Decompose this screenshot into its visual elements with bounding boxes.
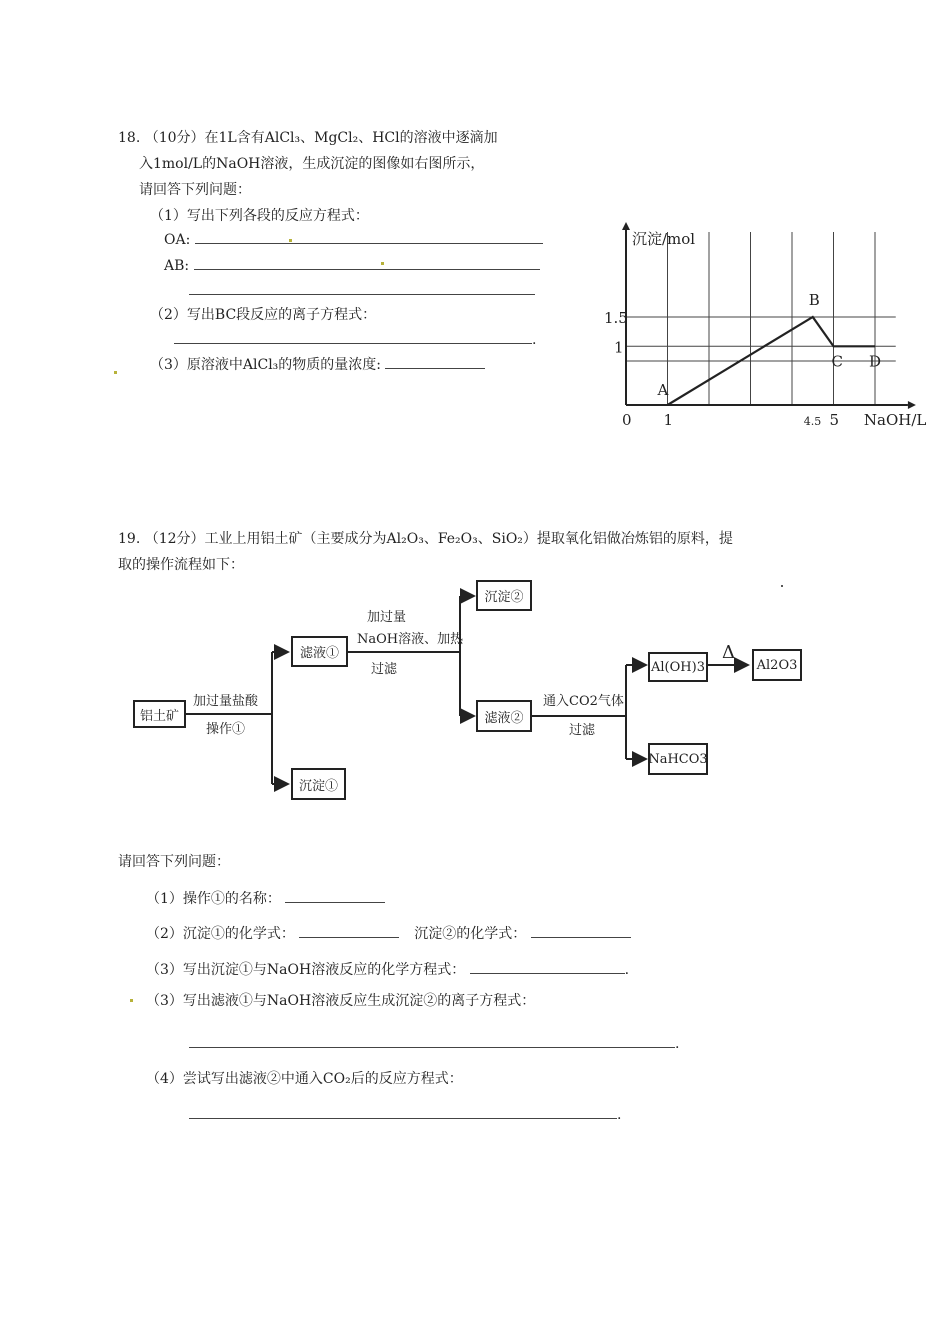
- q19-q4-answer-row: [189, 1104, 621, 1123]
- q19-stem-line1: 19. （12分）工业上用铝土矿（主要成分为Al₂O₃、Fe₂O₃、SiO₂）提取氧化铝做冶炼铝的原料，提: [118, 531, 733, 547]
- q18-stem-line2: 入1mol/L的NaOH溶液，生成沉淀的图像如右图所示，: [139, 156, 485, 172]
- stray-dot: [781, 585, 783, 587]
- flow-box-aloh3: Al(OH)3: [648, 652, 708, 682]
- q19-q3b-answer-row: [189, 1033, 679, 1052]
- q19-q1: （1）操作①的名称：: [146, 891, 281, 907]
- q19-q1-row: [146, 888, 385, 908]
- flow-box-precip1: 沉淀①: [291, 768, 346, 800]
- flow-box-precip2: 沉淀②: [476, 580, 532, 611]
- x-tick-label: 5: [829, 411, 840, 429]
- q19-prompt: 请回答下列问题：: [118, 854, 230, 870]
- x-tick-label: 4.5: [803, 415, 822, 428]
- y-tick-label: 1: [614, 338, 624, 357]
- oa-label: OA:: [164, 232, 191, 248]
- flow-step2-top2: NaOH溶液、加热: [357, 632, 464, 647]
- scan-speck: [130, 999, 133, 1002]
- q18-prompt: 请回答下列问题：: [139, 182, 251, 198]
- heat-symbol: Δ: [722, 642, 735, 663]
- co2-equation-blank[interactable]: [189, 1104, 617, 1119]
- q19-q3b: （3）写出滤液①与NaOH溶液反应生成沉淀②的离子方程式：: [146, 993, 536, 1009]
- q19-stem-line2: 取的操作流程如下：: [118, 557, 244, 573]
- operation-name-blank[interactable]: [285, 888, 385, 903]
- point-label-A: A: [657, 381, 669, 399]
- x-tick-label: 1: [663, 411, 674, 429]
- q19-q2a: （2）沉淀①的化学式：: [146, 926, 295, 942]
- flow-step2-bottom: 过滤: [371, 662, 398, 677]
- bc-period: .: [532, 332, 537, 348]
- y-axis-label: 沉淀/mol: [632, 230, 696, 248]
- q4-period: .: [617, 1107, 622, 1123]
- point-label-D: D: [869, 352, 882, 371]
- q19-q4: （4）尝试写出滤液②中通入CO₂后的反应方程式：: [146, 1071, 463, 1087]
- q18-part2: （2）写出BC段反应的离子方程式：: [150, 307, 377, 323]
- flow-step3-top: 通入CO2气体: [543, 694, 624, 709]
- flow-step3-bottom: 过滤: [569, 723, 596, 738]
- ab-label: AB:: [164, 258, 190, 274]
- precip1-formula-blank[interactable]: [299, 923, 399, 938]
- q3b-period: .: [675, 1036, 680, 1052]
- q18-stem-line1: 18. （10分）在1L含有AlCl₃、MgCl₂、HCl的溶液中逐滴加: [118, 130, 498, 146]
- ionic-equation-blank[interactable]: [189, 1033, 675, 1048]
- q19-q2-row: [146, 923, 631, 943]
- point-label-C: C: [831, 352, 843, 371]
- flow-box-filtrate2: 滤液②: [476, 700, 532, 732]
- q19-q3a-row: [146, 959, 629, 979]
- flow-step1-top: 加过量盐酸: [193, 694, 259, 709]
- precip2-formula-blank[interactable]: [531, 923, 631, 938]
- y-tick-label: 1.5: [604, 308, 628, 327]
- flow-step2-top1: 加过量: [367, 610, 407, 625]
- flow-box-filtrate1: 滤液①: [291, 636, 348, 667]
- q18-part1: （1）写出下列各段的反应方程式：: [150, 208, 369, 224]
- q19-q2b: 沉淀②的化学式：: [414, 926, 527, 942]
- q3a-period: .: [624, 962, 630, 978]
- flow-step1-bottom: 操作①: [206, 722, 246, 737]
- point-label-B: B: [808, 290, 820, 309]
- origin-label: 0: [622, 411, 632, 429]
- q18-part3: （3）原溶液中AlCl₃的物质的量浓度:: [150, 357, 382, 373]
- x-axis-label: NaOH/L: [863, 411, 927, 429]
- flow-box-bauxite: 铝土矿: [133, 700, 186, 728]
- precip1-equation-blank[interactable]: [470, 959, 625, 974]
- flow-box-nahco3: NaHCO3: [648, 743, 708, 775]
- q19-q3a: （3）写出沉淀①与NaOH溶液反应的化学方程式：: [146, 962, 466, 978]
- flow-box-al2o3: Al2O3: [752, 649, 802, 681]
